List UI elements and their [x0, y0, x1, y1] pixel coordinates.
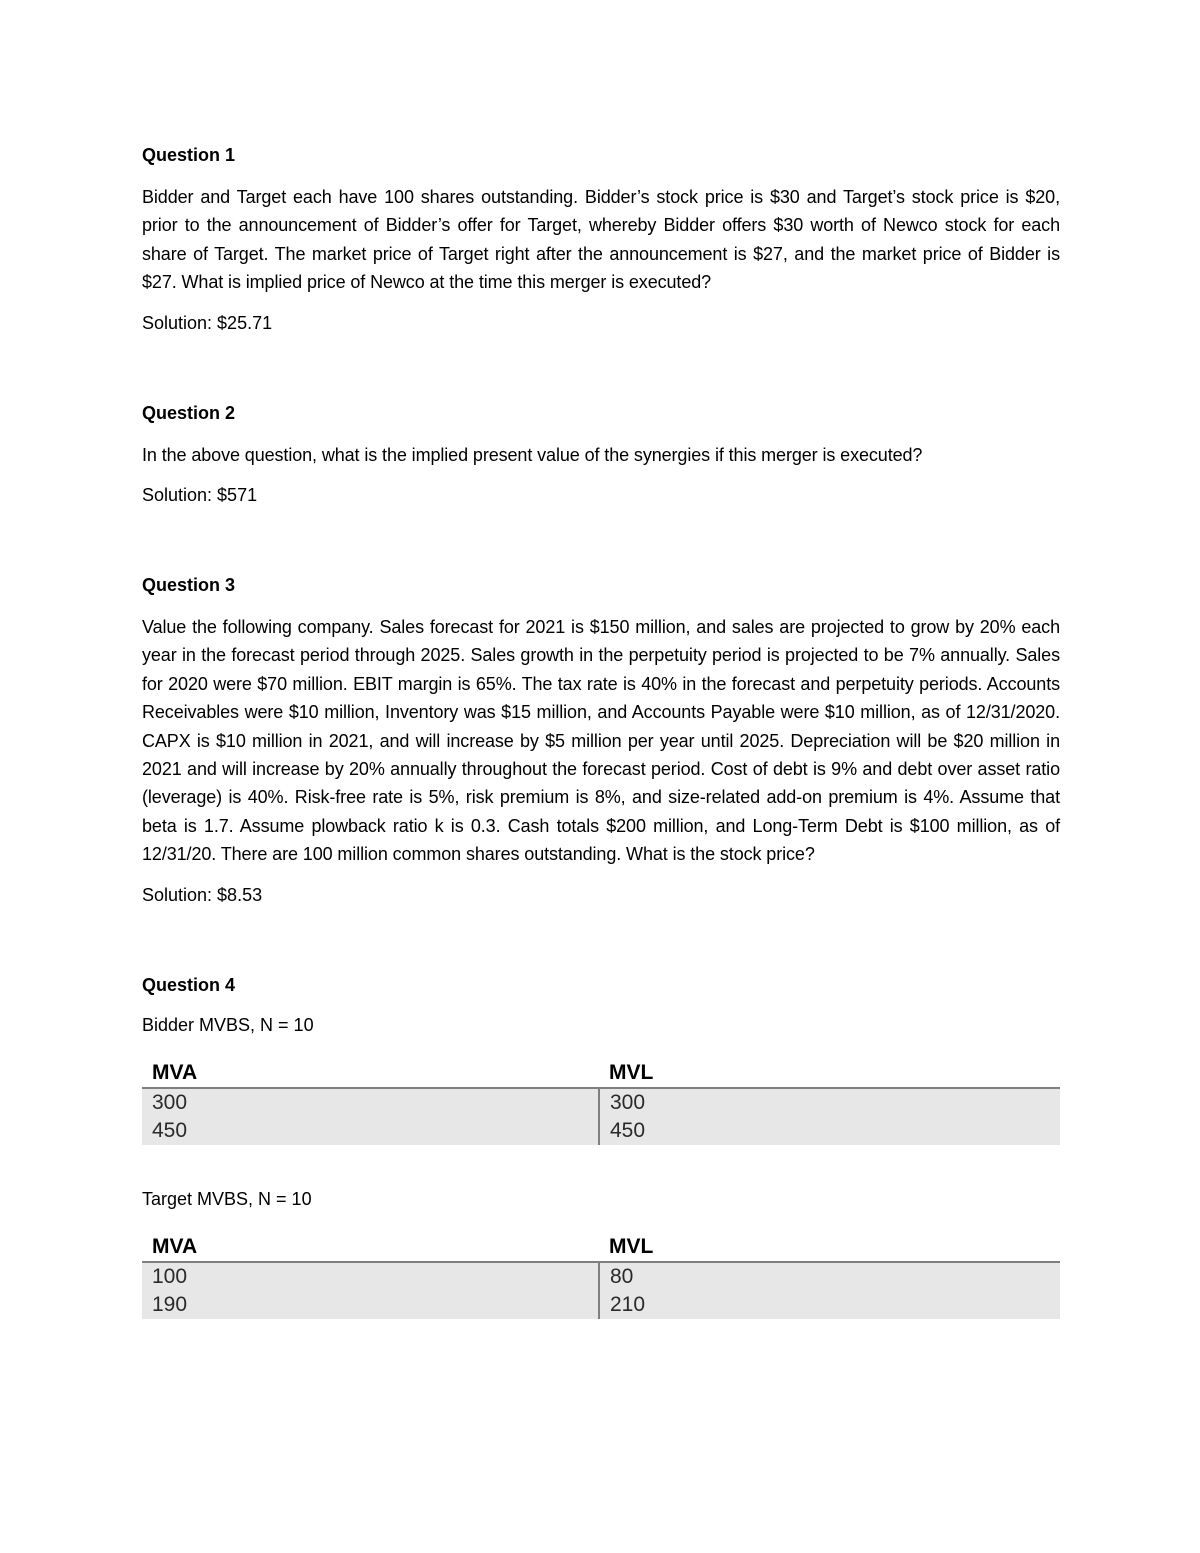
table-cell: 190 [142, 1291, 599, 1319]
target-mva-header: MVA [142, 1229, 599, 1262]
table-cell: 80 [599, 1262, 1060, 1291]
question-2-body: In the above question, what is the implied present value of the synergies if this merger is executed? [142, 444, 923, 465]
table-header-row [142, 1055, 1060, 1088]
question-2-solution: Solution: $571 [142, 485, 258, 506]
question-3-body: Value the following company. Sales forecast for 2021 is $150 million, and sales are projected to grow by 20% each year in the forecast period through 2025. Sales growth in the perpetuity period is projected to be 7% annually. Sales for 2020 were $70 million. EBIT margin is 65%. The tax rate is 40% in the forecast and perpetuity periods. Accounts Receivables were $10 million, Inventory was $15 million, and Accounts Payable were $10 million, as of 12/31/2020. CAPX is $10 million in 2021, and will increase by $5 million per year until 2025. Depreciation will be $20 million in 2021 and will increase by 20% annually throughout the forecast period. Cost of debt is 9% and debt over asset ratio (leverage) is 40%. Risk-free rate is 5%, risk premium is 8%, and size-related add-on premium is 4%. Assume that beta is 1.7. Assume plowback ratio k is 0.3. Cash totals $200 million, and Long-Term Debt is $100 million, as of 12/31/20. There are 100 million common shares outstanding. What is the stock price? [142, 617, 1060, 865]
table-row [142, 1262, 1060, 1291]
table-row [142, 1088, 1060, 1117]
table-cell: 450 [142, 1117, 599, 1145]
question-2-heading: Question 2 [142, 402, 236, 423]
question-3 [142, 573, 1060, 907]
bidder-mvbs-label: Bidder MVBS, N = 10 [142, 1014, 314, 1035]
table-cell: 450 [599, 1117, 1060, 1145]
question-3-heading: Question 3 [142, 575, 236, 596]
bidder-mva-header: MVA [142, 1055, 599, 1088]
table-header-row [142, 1229, 1060, 1262]
target-mvl-header: MVL [599, 1229, 1060, 1262]
target-mvbs-label: Target MVBS, N = 10 [142, 1188, 312, 1209]
question-3-solution: Solution: $8.53 [142, 884, 263, 905]
table-cell: 300 [599, 1088, 1060, 1117]
bidder-mvl-header: MVL [599, 1055, 1060, 1088]
document-content [142, 143, 1060, 1319]
question-4-heading: Question 4 [142, 974, 236, 995]
question-1 [142, 143, 1060, 335]
table-cell: 210 [599, 1291, 1060, 1319]
question-1-solution: Solution: $25.71 [142, 312, 273, 333]
target-mvbs-table [142, 1229, 1060, 1319]
question-1-heading: Question 1 [142, 145, 236, 165]
table-row [142, 1117, 1060, 1145]
table-cell: 300 [142, 1088, 599, 1117]
table-cell: 100 [142, 1262, 599, 1291]
question-2 [142, 401, 1060, 507]
question-1-body: Bidder and Target each have 100 shares outstanding. Bidder’s stock price is $30 and Target’s stock price is $20, prior to the announcement of Bidder’s offer for Target, whereby Bidder offers $30 worth of Newco stock for each share of Target. The market price of Target right after the announcement is $27, and the market price of Bidder is $27. What is implied price of Newco at the time this merger is executed? [142, 187, 1060, 293]
bidder-mvbs-table [142, 1055, 1060, 1145]
table-row [142, 1291, 1060, 1319]
question-4 [142, 973, 1060, 1319]
